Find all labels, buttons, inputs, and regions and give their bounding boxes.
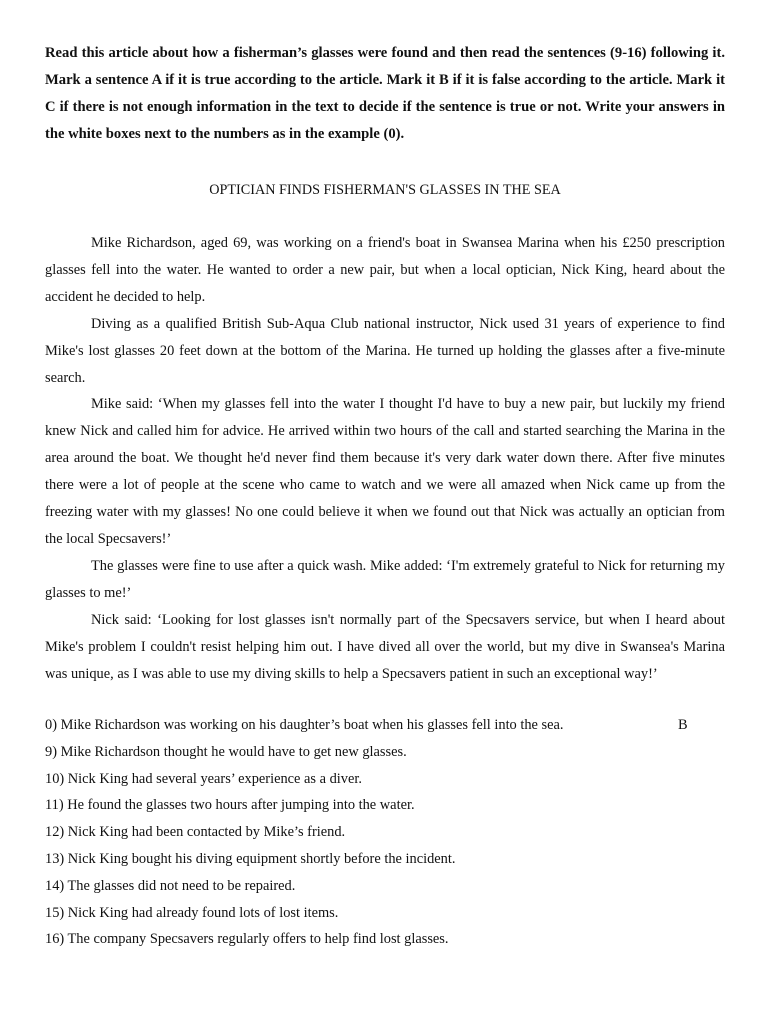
article-body — [45, 230, 725, 687]
article-title: OPTICIAN FINDS FISHERMAN'S GLASSES IN THE SEA — [209, 182, 561, 198]
question-item — [45, 792, 725, 819]
article-paragraph: Mike Richardson, aged 69, was working on a friend's boat in Swansea Marina when his £250 prescription glasses fell into the water. He wanted to order a new pair, but when a local optician, Nick King, heard about the accident he decided to help. — [45, 235, 725, 305]
article-paragraph: The glasses were fine to use after a quick wash. Mike added: ‘I'm extremely grateful to Nick for returning my glasses to me!’ — [45, 557, 725, 601]
question-item — [45, 900, 725, 927]
question-item — [45, 846, 725, 873]
question-item — [45, 766, 725, 793]
worksheet-page — [45, 40, 725, 948]
question-item — [45, 739, 725, 766]
instructions: Read this article about how a fisherman’s glasses were found and then read the sentences (9-16) following it. Mark a sentence A if it is true according to the article. Mark it B if it is false according to the article. Mark it C if there is not enough information in the text to decide if the sentence is true or not. Write your answers in the white boxes next to the numbers as in the example (0). — [45, 45, 725, 142]
question-item — [45, 819, 725, 846]
question-list — [45, 712, 725, 953]
answer-box: B — [678, 717, 688, 733]
question-text: 16) The company Specsavers regularly offers to help find lost glasses. — [45, 931, 449, 948]
question-text: 10) Nick King had several years’ experience as a diver. — [45, 770, 362, 787]
question-text: 12) Nick King had been contacted by Mike’s friend. — [45, 824, 346, 841]
question-text: 0) Mike Richardson was working on his daughter’s boat when his glasses fell into the sea. — [45, 717, 564, 733]
question-text: 14) The glasses did not need to be repaired. — [45, 877, 296, 894]
article-paragraph: Mike said: ‘When my glasses fell into the water I thought I'd have to buy a new pair, but luckily my friend knew Nick and called him for advice. He arrived within two hours of the call and started searching the Marina in the area around the boat. We thought he'd never find them because it's very dark water down there. After five minutes there were a lot of people at the scene who came to watch and we were all amazed when Nick came up from the freezing water with my glasses! No one could believe it when we found out that Nick was actually an optician from the local Specsavers!’ — [45, 396, 725, 547]
question-text: 11) He found the glasses two hours after jumping into the water. — [45, 797, 415, 814]
question-text: 13) Nick King bought his diving equipment shortly before the incident. — [45, 850, 456, 867]
question-text: 15) Nick King had already found lots of lost items. — [45, 904, 339, 921]
question-item — [45, 926, 725, 953]
question-item — [45, 873, 725, 900]
article-paragraph: Diving as a qualified British Sub-Aqua Club national instructor, Nick used 31 years of experience to find Mike's lost glasses 20 feet down at the bottom of the Marina. He turned up holding the glasses after a five-minute search. — [45, 315, 725, 386]
article-paragraph: Nick said: ‘Looking for lost glasses isn't normally part of the Specsavers service, but when I heard about Mike's problem I couldn't resist helping him out. I have dived all over the world, but my dive in Swansea's Marina was unique, as I was able to use my diving skills to help a Specsavers patient in such an exceptional way!’ — [45, 611, 725, 682]
question-item — [45, 712, 725, 739]
question-text: 9) Mike Richardson thought he would have to get new glasses. — [45, 743, 407, 760]
